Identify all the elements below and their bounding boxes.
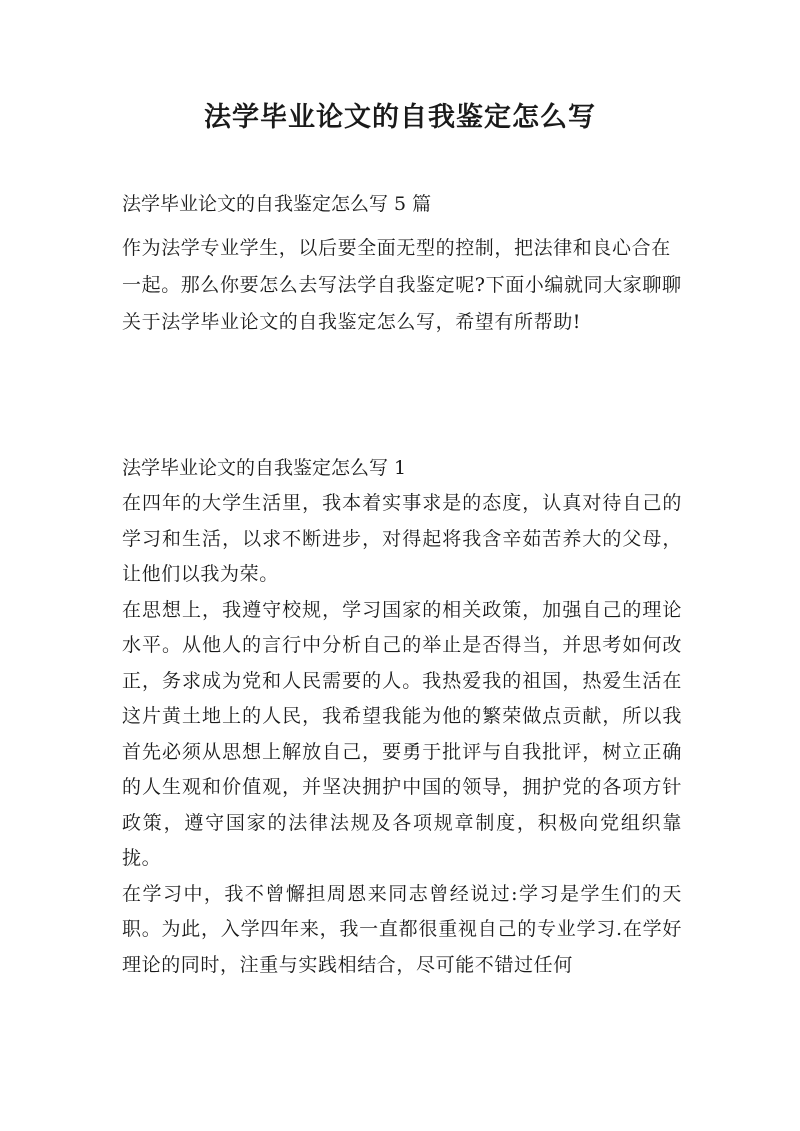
section-1 [122, 451, 682, 983]
document-subtitle: 法学毕业论文的自我鉴定怎么写 5 篇 [122, 193, 432, 215]
paragraph: 在思想上，我遵守校规，学习国家的相关政策，加强自己的理论水平。从他人的言行中分析自己的举止是否得当，并思考如何改正，务求成为党和人民需要的人。我热爱我的祖国，热爱生活在这片黄土地上的人民，我希望我能为他的繁荣做点贡献，所以我首先必须从思想上解放自己，要勇于批评与自我批评，树立正确的人生观和价值观，并坚决拥护中国的领导，拥护党的各项方针政策，遵守国家的法律法规及各项规章制度，积极向党组织靠拢。 [122, 598, 682, 869]
paragraph: 在学习中，我不曾懈担周恩来同志曾经说过:学习是学生们的天职。为此，入学四年来，我一直都很重视自己的专业学习.在学好理论的同时，注重与实践相结合，尽可能不错过任何 [122, 882, 682, 976]
section-heading: 法学毕业论文的自我鉴定怎么写 1 [122, 457, 407, 479]
document-title: 法学毕业论文的自我鉴定怎么写 [204, 102, 596, 133]
intro-paragraph: 作为法学专业学生，以后要全面无型的控制，把法律和良心合在一起。那么你要怎么去写法学自我鉴定呢?下面小编就同大家聊聊关于法学毕业论文的自我鉴定怎么写，希望有所帮助! [122, 237, 682, 333]
paragraph: 在四年的大学生活里，我本着实事求是的态度，认真对待自己的学习和生活，以求不断进步，对得起将我含辛茹苦养大的父母，让他们以我为荣。 [122, 492, 682, 585]
